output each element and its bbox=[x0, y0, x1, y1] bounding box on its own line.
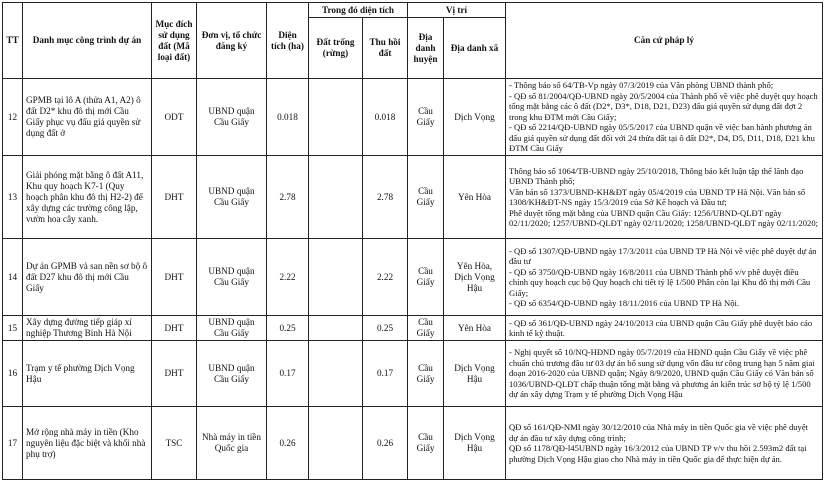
row-basis bbox=[506, 239, 823, 316]
row-district: Cầu Giấy bbox=[408, 79, 444, 156]
basis-line: - QĐ số 1307/QĐ-UBND ngày 17/3/2011 của UBND TP Hà Nội về việc phê duyệt dự án đầu tư bbox=[509, 245, 817, 266]
row-project: Trạm y tế phường Dịch Vọng Hậu bbox=[23, 341, 152, 407]
row-basis bbox=[506, 407, 823, 480]
row-basis bbox=[506, 316, 823, 341]
header-district: Địa danh huyện bbox=[408, 18, 444, 79]
row-area: 0.17 bbox=[267, 341, 309, 407]
header-location: Vị trí bbox=[408, 3, 506, 18]
row-purpose: DHT bbox=[152, 316, 197, 341]
row-tt: 12 bbox=[3, 79, 23, 156]
header-unit: Đơn vị, tổ chức đăng ký bbox=[197, 3, 267, 79]
row-unit: UBND quận Cầu Giấy bbox=[197, 156, 267, 239]
header-ward: Địa danh xã bbox=[444, 18, 506, 79]
row-project: GPMB tại lô A (thửa A1, A2) ô đất D2* khu đô thị mới Cầu Giấy phục vụ đấu giá quyền sử dụng đất ở bbox=[23, 79, 152, 156]
basis-line: Phê duyệt tổng mặt bằng của UBND quận Cầu Giấy: 1256/UBND-QLĐT ngày 02/11/2020; 1257/UBND-QLĐT ngày 02/11/2020; 1258/UBND-QLĐT ngày 02/11/2020; bbox=[509, 207, 819, 228]
basis-line: - Nghị quyết số 10/NQ-HĐND ngày 05/7/2019 của HĐND quận Cầu Giấy về việc phê chuẩn chủ trương đầu tư 03 dự án bổ sung sử dụng vốn đầu tư công trung hạn 5 năm giai đoạn 2016-2020 của UBND quận; Ngày 8/9/2020, UBND quận Cầu Giấy có Văn bản số 1036/UBND-QLĐT chấp thuận tổng mặt bằng và phương án kiến trúc sơ bộ tỷ lệ 1/500 dự án xây dựng Trạm y tế phường Dịch Vọng Hậu bbox=[509, 347, 815, 400]
row-ward: Dịch Vọng Hậu bbox=[444, 341, 506, 407]
row-area: 0.25 bbox=[267, 316, 309, 341]
row-purpose: DHT bbox=[152, 239, 197, 316]
land-use-table bbox=[2, 2, 823, 480]
row-district: Cầu Giấy bbox=[408, 407, 444, 480]
row-unit: UBND quận Cầu Giấy bbox=[197, 79, 267, 156]
row-purpose: TSC bbox=[152, 407, 197, 480]
row-purpose: DHT bbox=[152, 156, 197, 239]
row-empty-land bbox=[309, 79, 363, 156]
table-row bbox=[3, 341, 823, 407]
row-reclaimed: 0.17 bbox=[363, 341, 408, 407]
header-reclaimed: Thu hồi đất bbox=[363, 18, 408, 79]
basis-line: - QĐ số 361/QĐ-UBND ngày 24/10/2013 của UBND quận Cầu Giấy phê duyệt báo cáo kinh tế kỹ thuật. bbox=[509, 317, 813, 338]
row-area: 2.78 bbox=[267, 156, 309, 239]
basis-line: QĐ số 161/QĐ-NMI ngày 30/12/2010 của Nhà máy in tiền Quốc gia về việc phê duyệt dự án đầu tư xây dựng công trình; bbox=[509, 422, 809, 443]
row-ward: Yên Hòa, Dịch Vọng Hậu bbox=[444, 239, 506, 316]
row-ward: Yên Hòa bbox=[444, 316, 506, 341]
row-ward: Dịch Vọng bbox=[444, 79, 506, 156]
row-project: Giải phóng mặt bằng ô đất A11, Khu quy hoạch K7-1 (Quy hoạch phân khu đô thị H2-2) để xây dựng các trường công lập, vườn hoa cây xanh. bbox=[23, 156, 152, 239]
row-basis bbox=[506, 156, 823, 239]
row-district: Cầu Giấy bbox=[408, 341, 444, 407]
table-row bbox=[3, 407, 823, 480]
row-tt: 13 bbox=[3, 156, 23, 239]
row-project: Dự án GPMB và san nền sơ bộ ô đất D27 khu đô thị mới Cầu Giấy bbox=[23, 239, 152, 316]
row-empty-land bbox=[309, 407, 363, 480]
header-project: Danh mục công trình dự án bbox=[23, 3, 152, 79]
row-unit: Nhà máy in tiền Quốc gia bbox=[197, 407, 267, 480]
row-reclaimed: 0.25 bbox=[363, 316, 408, 341]
header-area: Diện tích (ha) bbox=[267, 3, 309, 79]
basis-line: QĐ số 1178/QĐ-l45UBND ngày 16/3/2012 của UBND TP v/v thu hồi 2.593m2 đất tại phường Dịch Vọng Hậu giao cho Nhà máy in tiền Quốc gia để thực hiện dự án. bbox=[509, 443, 807, 464]
header-in-which: Trong đó diện tích bbox=[309, 3, 408, 18]
basis-line: - QĐ số 81/2004/QĐ-UBND ngày 20/5/2004 của Thành phố về việc phê duyệt quy hoạch tổng mặt bằng các ô đất (D2*, D3*, D18, D21, D23) đấu giá quyền sử dụng đất đợt 2 trong khu ĐTM mới Cầu Giấy; bbox=[509, 90, 818, 122]
row-empty-land bbox=[309, 341, 363, 407]
row-ward: Yên Hòa bbox=[444, 156, 506, 239]
basis-line: - QĐ số 2214/QĐ-UBND ngày 05/5/2017 của UBND quận về việc ban hành phương án đấu giá quyền sử dụng đất đối với 24 thửa đất tại ô đất D2*, D4, D5, D11, D18, D21 khu ĐTM Cầu Giấy bbox=[509, 122, 815, 154]
table-row bbox=[3, 316, 823, 341]
row-empty-land bbox=[309, 156, 363, 239]
row-reclaimed: 0.26 bbox=[363, 407, 408, 480]
basis-line: Văn bản số 1373/UBND-KH&ĐT ngày 05/4/2019 của UBND TP Hà Nội. Văn bản số 1308/KH&ĐT-NS ngày 15/3/2019 của Sở Kế hoạch và Đầu tư; bbox=[509, 186, 806, 207]
row-area: 0.26 bbox=[267, 407, 309, 480]
land-use-table-sheet bbox=[2, 2, 822, 480]
row-empty-land bbox=[309, 239, 363, 316]
row-reclaimed: 2.78 bbox=[363, 156, 408, 239]
header-empty-land: Đất trống (rừng) bbox=[309, 18, 363, 79]
row-unit: UBND quận Cầu Giấy bbox=[197, 239, 267, 316]
row-district: Cầu Giấy bbox=[408, 156, 444, 239]
header-tt: TT bbox=[3, 3, 23, 79]
basis-line: - QĐ số 6354/QĐ-UBND ngày 18/11/2016 của UBND TP Hà Nội. bbox=[509, 298, 740, 308]
row-purpose: ODT bbox=[152, 79, 197, 156]
row-project: Xây dựng đường tiếp giáp xí nghiệp Thương Binh Hà Nội bbox=[23, 316, 152, 341]
row-empty-land bbox=[309, 316, 363, 341]
row-unit: UBND quận Cầu Giấy bbox=[197, 316, 267, 341]
row-basis bbox=[506, 79, 823, 156]
row-area: 2.22 bbox=[267, 239, 309, 316]
row-reclaimed: 2.22 bbox=[363, 239, 408, 316]
row-tt: 15 bbox=[3, 316, 23, 341]
row-area: 0.018 bbox=[267, 79, 309, 156]
row-tt: 17 bbox=[3, 407, 23, 480]
basis-line: - QĐ số 3750/QĐ-UBND ngày 16/8/2011 của UBND Thành phố v/v phê duyệt điều chỉnh quy hoạch cục bộ Quy hoạch chi tiết tỷ lệ 1/500 Phân còn lại Khu đô thị mới Cầu Giấy; bbox=[509, 266, 811, 298]
row-purpose: DHT bbox=[152, 341, 197, 407]
table-row bbox=[3, 156, 823, 239]
table-row bbox=[3, 239, 823, 316]
table-row bbox=[3, 79, 823, 156]
row-district: Cầu Giấy bbox=[408, 239, 444, 316]
row-tt: 14 bbox=[3, 239, 23, 316]
row-basis bbox=[506, 341, 823, 407]
row-unit: UBND quận Cầu Giấy bbox=[197, 341, 267, 407]
row-tt: 16 bbox=[3, 341, 23, 407]
basis-line: - Thông báo số 64/TB-Vp ngày 07/3/2019 của Văn phòng UBND thành phố; bbox=[509, 80, 774, 91]
basis-line: Thông báo số 1064/TB-UBND ngày 25/10/2018, Thông báo kết luận tập thể lãnh đạo UBND Thành phố; bbox=[509, 165, 804, 186]
header-purpose: Mục đích sử dụng đất (Mã loại đất) bbox=[152, 3, 197, 79]
row-project: Mở rộng nhà máy in tiền (Kho nguyên liệu đặc biệt và khối nhà phụ trợ) bbox=[23, 407, 152, 480]
header-basis: Căn cứ pháp lý bbox=[506, 3, 823, 79]
row-district: Cầu Giấy bbox=[408, 316, 444, 341]
row-ward: Dịch Vọng Hậu bbox=[444, 407, 506, 480]
row-reclaimed: 0.018 bbox=[363, 79, 408, 156]
